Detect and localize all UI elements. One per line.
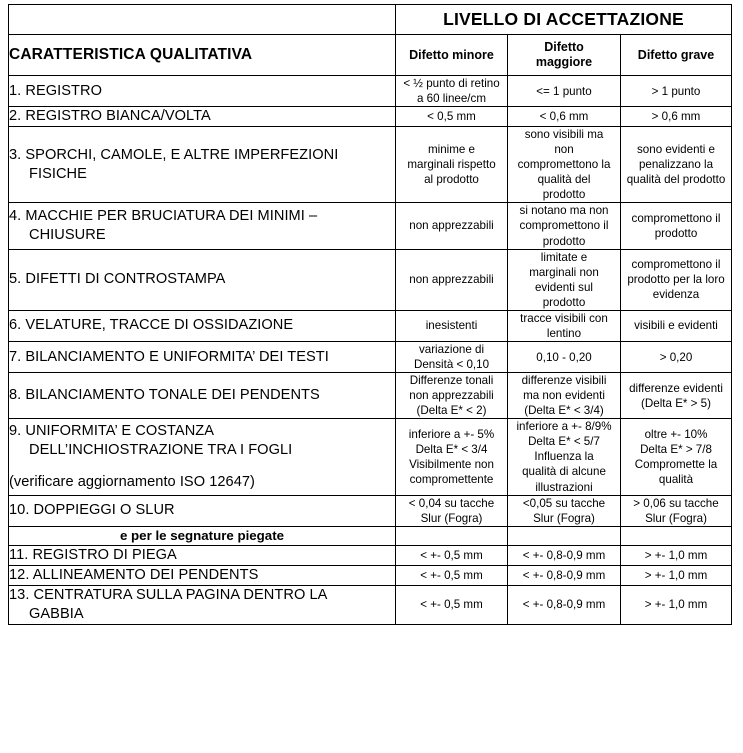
cell-line: qualità del prodotto — [626, 173, 726, 187]
cell-line: penalizzano la — [638, 158, 714, 172]
difetto-grave-cell — [621, 249, 732, 310]
characteristic-label: 4. MACCHIE PER BRUCIATURA DEI MINIMI – — [9, 208, 318, 225]
difetto-grave-cell — [621, 585, 732, 624]
column-header-difetto-grave: Difetto grave — [621, 35, 732, 76]
characteristic-cell — [9, 545, 396, 565]
cell-line: Compromette la — [634, 457, 718, 471]
cell-line: < 0,6 mm — [539, 110, 589, 124]
difetto-grave-cell — [621, 341, 732, 372]
cell-line: > +- 1,0 mm — [644, 548, 708, 562]
cell-line: 0,10 - 0,20 — [536, 350, 592, 364]
cell-line: prodotto — [654, 227, 698, 240]
cell-line: non apprezzabili — [409, 273, 494, 287]
cell-line: Influenza la — [534, 450, 594, 464]
cell-line: compromettono il — [519, 219, 609, 233]
difetto-maggiore-cell — [508, 76, 621, 107]
cell-line: (Delta E* < 3/4) — [524, 404, 604, 418]
cell-line: inferiore a +- 8/9% — [516, 420, 612, 434]
characteristic-label-continued: FISICHE — [29, 165, 87, 182]
cell-line: (Delta E* > 5) — [641, 396, 711, 410]
difetto-grave-cell — [621, 495, 732, 526]
cell-line: > +- 1,0 mm — [644, 568, 708, 582]
characteristic-label: 5. DIFETTI DI CONTROSTAMPA — [9, 271, 226, 288]
cell-line: lentino — [546, 326, 582, 340]
cell-line: compromettono il — [631, 211, 721, 225]
difetto-minore-cell — [396, 341, 508, 372]
difetto-grave-cell — [621, 373, 732, 419]
cell-line: < +- 0,8-0,9 mm — [522, 568, 606, 582]
cell-line: variazione di — [418, 342, 485, 356]
cell-line: limitate e — [540, 250, 588, 264]
section-blank-maggiore — [508, 526, 621, 545]
table-row — [9, 341, 732, 372]
characteristic-note: (verificare aggiornamento ISO 12647) — [9, 473, 255, 490]
difetto-grave-cell — [621, 127, 732, 203]
column-header-difetto-maggiore-line2: maggiore — [535, 55, 593, 69]
cell-line: Visibilmente non — [409, 457, 494, 471]
characteristic-cell — [9, 419, 396, 495]
cell-line: differenze visibili — [521, 374, 607, 388]
difetto-grave-cell — [621, 565, 732, 585]
cell-line: <0,05 su tacche — [522, 496, 606, 510]
cell-line: inesistenti — [425, 319, 478, 333]
column-header-difetto-maggiore-line1: Difetto — [544, 40, 584, 55]
difetto-minore-cell — [396, 545, 508, 565]
cell-line: > +- 1,0 mm — [644, 598, 708, 612]
table-row — [9, 545, 732, 565]
characteristic-label: 2. REGISTRO BIANCA/VOLTA — [9, 108, 211, 125]
cell-line: Slur (Fogra) — [420, 511, 483, 525]
characteristic-label: 6. VELATURE, TRACCE DI OSSIDAZIONE — [9, 317, 294, 334]
difetto-maggiore-cell — [508, 585, 621, 624]
difetto-minore-cell — [396, 310, 508, 341]
cell-line: si notano ma non — [519, 204, 609, 218]
difetto-grave-cell — [621, 203, 732, 249]
cell-line: oltre +- 10% — [644, 427, 708, 441]
cell-line: prodotto — [542, 188, 586, 202]
cell-line: prodotto — [542, 234, 586, 248]
cell-line: qualità di alcune — [522, 465, 606, 479]
cell-line: > 0,06 su tacche — [633, 496, 719, 510]
difetto-grave-cell — [621, 545, 732, 565]
cell-line: inferiore a +- 5% — [408, 427, 495, 441]
column-header-difetto-maggiore — [508, 35, 621, 76]
difetto-minore-cell — [396, 107, 508, 127]
characteristic-label: 13. CENTRATURA SULLA PAGINA DENTRO LA — [9, 586, 328, 603]
cell-line: Delta E* < 5/7 — [528, 435, 600, 449]
table-row — [9, 310, 732, 341]
table-body — [9, 5, 732, 625]
difetto-minore-cell — [396, 249, 508, 310]
section-blank-minore — [396, 526, 508, 545]
characteristic-cell — [9, 127, 396, 203]
difetto-maggiore-cell — [508, 419, 621, 495]
characteristic-label: 3. SPORCHI, CAMOLE, E ALTRE IMPERFEZIONI — [9, 146, 339, 163]
difetto-maggiore-cell — [508, 565, 621, 585]
difetto-grave-cell — [621, 76, 732, 107]
difetto-minore-cell — [396, 373, 508, 419]
difetto-maggiore-cell — [508, 310, 621, 341]
characteristic-label: 8. BILANCIAMENTO TONALE DEI PENDENTS — [9, 387, 320, 404]
cell-line: Differenze tonali — [409, 374, 494, 388]
table-row — [9, 495, 732, 526]
characteristic-cell — [9, 107, 396, 127]
difetto-grave-cell — [621, 107, 732, 127]
cell-line: marginali rispetto — [407, 158, 496, 172]
cell-line: Slur (Fogra) — [645, 511, 707, 525]
difetto-maggiore-cell — [508, 107, 621, 127]
difetto-minore-cell — [396, 419, 508, 495]
characteristic-label: 7. BILANCIAMENTO E UNIFORMITA’ DEI TESTI — [9, 348, 329, 365]
cell-line: differenze evidenti — [629, 381, 723, 395]
quality-acceptance-table — [8, 4, 732, 625]
characteristic-label: 10. DOPPIEGGI O SLUR — [9, 502, 175, 519]
cell-line: sono evidenti e — [637, 143, 715, 157]
cell-line: Slur (Fogra) — [533, 511, 595, 525]
cell-line: < ½ punto di retino — [403, 77, 500, 90]
difetto-maggiore-cell — [508, 373, 621, 419]
difetto-minore-cell — [396, 127, 508, 203]
difetto-grave-cell — [621, 419, 732, 495]
table-row — [9, 373, 732, 419]
difetto-minore-cell — [396, 203, 508, 249]
cell-line: < +- 0,5 mm — [420, 548, 483, 562]
cell-line: Delta E* < 3/4 — [415, 442, 488, 456]
cell-line: > 1 punto — [651, 84, 701, 98]
section-blank-grave — [621, 526, 732, 545]
cell-line: < +- 0,5 mm — [420, 598, 483, 612]
table-row — [9, 203, 732, 249]
cell-line: > 0,20 — [659, 350, 693, 364]
characteristic-cell — [9, 249, 396, 310]
cell-line: (Delta E* < 2) — [416, 404, 487, 418]
difetto-minore-cell — [396, 76, 508, 107]
characteristic-cell — [9, 585, 396, 624]
cell-line: non apprezzabili — [409, 389, 494, 403]
cell-line: > 0,6 mm — [651, 110, 701, 124]
cell-line: prodotto — [542, 295, 586, 309]
group-header-acceptance-level: LIVELLO DI ACCETTAZIONE — [396, 5, 732, 35]
difetto-maggiore-cell — [508, 249, 621, 310]
section-divider-label: e per le segnature piegate — [9, 526, 396, 545]
characteristic-label-continued: DELL’INCHIOSTRAZIONE TRA I FOGLI — [29, 441, 293, 458]
cell-line: compromettente — [409, 473, 494, 486]
characteristic-cell — [9, 341, 396, 372]
cell-line: non — [554, 143, 574, 157]
cell-line: evidenti sul — [534, 280, 593, 294]
difetto-maggiore-cell — [508, 203, 621, 249]
group-header-row — [9, 5, 732, 35]
characteristic-label: 12. ALLINEAMENTO DEI PENDENTS — [9, 566, 259, 583]
characteristic-cell — [9, 495, 396, 526]
corner-blank-cell — [9, 5, 396, 35]
cell-line: al prodotto — [424, 173, 479, 187]
difetto-minore-cell — [396, 495, 508, 526]
cell-line: marginali non — [529, 265, 599, 279]
cell-line: qualità del — [537, 173, 591, 187]
cell-line: ma non evidenti — [523, 389, 605, 403]
characteristic-cell — [9, 76, 396, 107]
cell-line: evidenza — [652, 288, 700, 302]
table-row — [9, 76, 732, 107]
cell-line: compromettono il — [631, 258, 721, 272]
characteristic-label-continued: CHIUSURE — [29, 227, 106, 243]
cell-line: minime e — [427, 143, 476, 157]
cell-line: qualità — [658, 473, 694, 486]
difetto-maggiore-cell — [508, 341, 621, 372]
characteristic-cell — [9, 565, 396, 585]
cell-line: < 0,5 mm — [427, 110, 476, 124]
table-row — [9, 127, 732, 203]
characteristic-label-continued: GABBIA — [29, 605, 84, 622]
table-row — [9, 419, 732, 495]
cell-line: prodotto per la loro — [627, 273, 725, 287]
difetto-maggiore-cell — [508, 495, 621, 526]
characteristic-label: 9. UNIFORMITA’ E COSTANZA — [9, 422, 215, 439]
cell-line: < +- 0,8-0,9 mm — [522, 548, 606, 562]
cell-line: a 60 linee/cm — [417, 92, 486, 106]
table-row — [9, 249, 732, 310]
cell-line: tracce visibili con — [520, 311, 608, 325]
column-header-characteristic: CARATTERISTICA QUALITATIVA — [9, 35, 396, 76]
cell-line: illustrazioni — [535, 480, 593, 494]
cell-line: compromettono la — [517, 158, 611, 172]
cell-line: visibili e evidenti — [634, 319, 718, 333]
difetto-maggiore-cell — [508, 127, 621, 203]
column-header-difetto-minore: Difetto minore — [396, 35, 508, 76]
cell-line: sono visibili ma — [524, 128, 604, 142]
cell-line: < 0,04 su tacche — [408, 496, 495, 510]
cell-line: non apprezzabili — [409, 219, 494, 233]
cell-line: Densità < 0,10 — [413, 358, 490, 372]
cell-line: < +- 0,5 mm — [420, 568, 483, 582]
characteristic-cell — [9, 310, 396, 341]
difetto-grave-cell — [621, 310, 732, 341]
difetto-minore-cell — [396, 585, 508, 624]
table-row — [9, 585, 732, 624]
table-row — [9, 565, 732, 585]
column-header-row — [9, 35, 732, 76]
section-divider-row — [9, 526, 732, 545]
characteristic-label: 11. REGISTRO DI PIEGA — [9, 546, 177, 563]
cell-line: <= 1 punto — [536, 84, 592, 98]
characteristic-cell — [9, 203, 396, 249]
characteristic-cell — [9, 373, 396, 419]
difetto-minore-cell — [396, 565, 508, 585]
table-row — [9, 107, 732, 127]
characteristic-label: 1. REGISTRO — [9, 82, 102, 99]
cell-line: Delta E* > 7/8 — [640, 442, 712, 456]
difetto-maggiore-cell — [508, 545, 621, 565]
cell-line: < +- 0,8-0,9 mm — [522, 598, 606, 612]
